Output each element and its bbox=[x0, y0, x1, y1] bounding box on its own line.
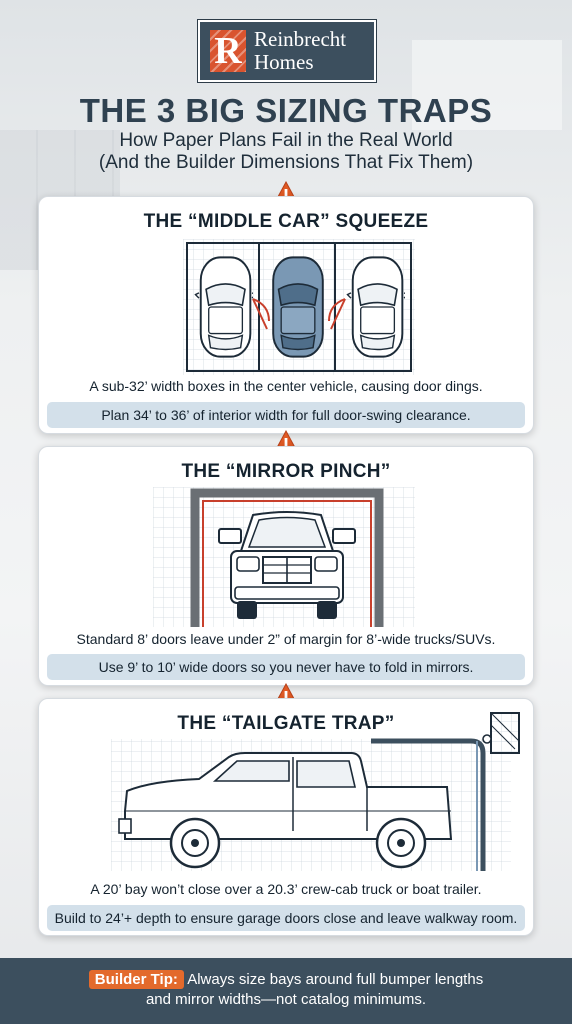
trap-fix: Use 9’ to 10’ wide doors so you never have to fold in mirrors. bbox=[47, 654, 525, 680]
brand-name bbox=[254, 28, 346, 74]
trap-fix: Build to 24’+ depth to ensure garage doors close and leave walkway room. bbox=[47, 905, 525, 931]
subtitle-line2: (And the Builder Dimensions That Fix Them) bbox=[98, 152, 474, 173]
builder-tip bbox=[0, 970, 572, 1010]
builder-tip-footer bbox=[0, 958, 572, 1024]
trap-problem: A 20’ bay won’t close over a 20.3’ crew-cab truck or boat trailer. bbox=[90, 881, 482, 897]
tip-text-line2: and mirror widths—not catalog minimums. bbox=[145, 991, 427, 1008]
middle-car-illustration bbox=[183, 239, 415, 375]
trap-fix: Plan 34’ to 36’ of interior width for full door-swing clearance. bbox=[47, 402, 525, 428]
brand-logo bbox=[198, 20, 376, 82]
tip-text-line1: Always size bays around full bumper lengths bbox=[187, 971, 484, 988]
logo-mark-icon: R bbox=[210, 30, 246, 72]
trap-title: THE “MIDDLE CAR” SQUEEZE bbox=[143, 211, 429, 232]
mirror-pinch-illustration bbox=[153, 487, 415, 627]
trap-card-middle-car bbox=[38, 196, 534, 434]
subtitle-line1: How Paper Plans Fail in the Real World bbox=[119, 130, 453, 151]
trap-card-mirror-pinch bbox=[38, 446, 534, 686]
trap-problem: Standard 8’ doors leave under 2” of margin for 8’-wide trucks/SUVs. bbox=[76, 631, 496, 647]
brand-line1: Reinbrecht bbox=[254, 27, 347, 51]
tip-label: Builder Tip: bbox=[89, 970, 184, 989]
tip-line1 bbox=[0, 970, 572, 990]
page-title: THE 3 BIG SIZING TRAPS bbox=[79, 92, 493, 129]
page-subtitle bbox=[0, 130, 572, 174]
trap-card-tailgate bbox=[38, 698, 534, 936]
trap-title: THE “MIRROR PINCH” bbox=[181, 461, 391, 482]
brand-line2: Homes bbox=[254, 50, 314, 74]
trap-title: THE “TAILGATE TRAP” bbox=[177, 713, 395, 734]
trap-problem: A sub-32’ width boxes in the center vehicle, causing door dings. bbox=[89, 378, 483, 394]
tailgate-trap-illustration bbox=[111, 711, 521, 871]
